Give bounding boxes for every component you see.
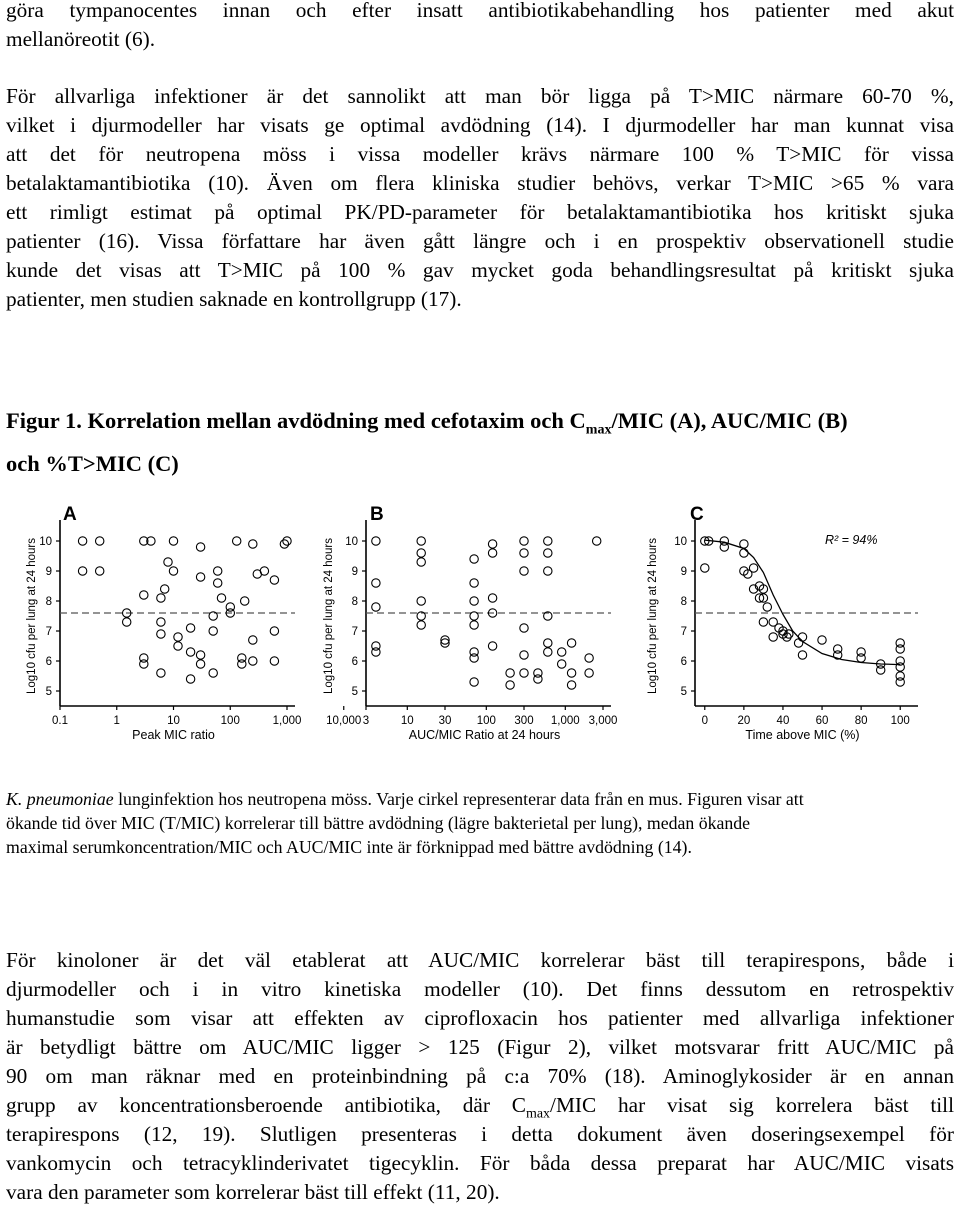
x-tick-label: 10,000: [326, 715, 362, 727]
figure-title-text: Figur 1. Korrelation mellan avdödning med cefotaxim och C: [6, 408, 586, 433]
y-tick-label: 5: [680, 686, 687, 698]
data-point: [140, 660, 148, 668]
data-point: [769, 633, 777, 641]
data-point: [506, 669, 514, 677]
data-point: [470, 555, 478, 563]
data-point: [488, 642, 496, 650]
data-point: [749, 564, 757, 572]
x-tick-label: 3,000: [588, 715, 618, 727]
x-tick-label: 300: [514, 715, 534, 727]
y-tick-label: 6: [351, 656, 358, 668]
data-point: [78, 567, 86, 575]
data-point: [249, 657, 257, 665]
data-point: [544, 648, 552, 656]
text-line: För kinoloner är det väl etablerat att AUC/MIC korrelerar bäst till terapirespons, både i: [6, 948, 954, 972]
data-point: [701, 564, 709, 572]
text-line: att det för neutropena möss i vissa modeller krävs närmare 100 % T>MIC för vissa: [6, 142, 954, 166]
data-point: [169, 567, 177, 575]
text-line: [6, 1091, 954, 1120]
panel-label: B: [370, 504, 384, 525]
data-point: [186, 624, 194, 632]
data-point: [196, 651, 204, 659]
text-line: patienter, men studien saknade en kontrollgrupp (17).: [6, 287, 462, 311]
data-point: [877, 666, 885, 674]
y-axis-label: Log10 cfu per lung at 24 hours: [323, 537, 335, 695]
data-point: [488, 549, 496, 557]
data-point: [857, 654, 865, 662]
data-point: [520, 549, 528, 557]
figure-title-text: /MIC (A), AUC/MIC (B): [611, 408, 848, 433]
caption-text: ökande tid över MIC (T/MIC) korrelerar till bättre avdödning (lägre bakterietal per lung), medan ökande: [6, 813, 751, 833]
text-line: För allvarliga infektioner är det sannolikt att man bör ligga på T>MIC närmare 60-70 %,: [6, 84, 954, 108]
data-point: [196, 660, 204, 668]
data-point: [161, 585, 169, 593]
y-tick-label: 8: [680, 596, 687, 608]
figure-title-subscript: max: [585, 422, 612, 438]
text-line: vankomycin och tetracyklinderivatet tigecyklin. För båda dessa preparat har AUC/MIC visats: [6, 1151, 954, 1175]
y-tick-label: 5: [45, 686, 52, 698]
y-tick-label: 7: [45, 626, 52, 638]
text-line: mellanöreotit (6).: [6, 27, 156, 51]
x-tick-label: 1: [113, 715, 120, 727]
y-tick-label: 5: [351, 686, 358, 698]
data-point: [896, 678, 904, 686]
data-point: [520, 624, 528, 632]
paragraph-3: [6, 946, 954, 1207]
y-tick-label: 10: [39, 536, 52, 548]
x-axis-label: AUC/MIC Ratio at 24 hours: [408, 728, 561, 742]
data-point: [238, 654, 246, 662]
x-tick-label: 100: [890, 715, 910, 727]
x-tick-label: 1,000: [550, 715, 580, 727]
data-point: [567, 639, 575, 647]
data-point: [241, 597, 249, 605]
x-tick-label: 10: [400, 715, 414, 727]
x-axis-label: Time above MIC (%): [745, 728, 860, 742]
data-point: [233, 537, 241, 545]
data-point: [558, 648, 566, 656]
paragraph-1: [6, 0, 954, 54]
y-tick-label: 9: [680, 566, 687, 578]
data-point: [567, 681, 575, 689]
paragraph-2: [6, 82, 954, 314]
data-point: [417, 549, 425, 557]
y-tick-label: 9: [351, 566, 358, 578]
data-point: [186, 675, 194, 683]
figure-title-line-2: och %T>MIC (C): [6, 450, 179, 476]
y-tick-label: 10: [674, 536, 687, 548]
x-tick-label: 0.1: [52, 715, 68, 727]
x-axis-label: Peak MIC ratio: [132, 728, 215, 742]
data-point: [593, 537, 601, 545]
data-point: [417, 621, 425, 629]
chart-panel-c: [640, 498, 940, 748]
y-tick-label: 9: [45, 566, 52, 578]
data-point: [157, 630, 165, 638]
x-tick-label: 30: [438, 715, 452, 727]
data-point: [506, 681, 514, 689]
data-point: [372, 648, 380, 656]
y-tick-label: 7: [680, 626, 687, 638]
panel-label: C: [690, 504, 704, 525]
text-line: är betydligt bättre om AUC/MIC ligger > 125 (Figur 2), vilket motsvarar fritt AUC/MIC på: [6, 1035, 954, 1059]
data-point: [372, 537, 380, 545]
data-point: [270, 657, 278, 665]
data-point: [470, 654, 478, 662]
data-point: [372, 603, 380, 611]
text-line: kunde det visas att T>MIC på 100 % gav mycket goda behandlingsresultat på kritiskt sjuka: [6, 258, 954, 282]
data-point: [209, 612, 217, 620]
data-point: [470, 621, 478, 629]
y-tick-label: 8: [45, 596, 52, 608]
text-line: djurmodeller och i in vitro kinetiska modeller (10). Det finns dessutom en retrospektiv: [6, 977, 954, 1001]
y-axis-label: Log10 cfu per lung at 24 hours: [26, 537, 38, 695]
text-line: göra tympanocentes innan och efter insatt antibiotikabehandling hos patienter med akut: [6, 0, 954, 22]
caption-text: maximal serumkoncentration/MIC och AUC/MIC inte är förknippad med bättre avdödning (14).: [6, 837, 692, 857]
data-point: [470, 678, 478, 686]
text-line: patienter (16). Vissa författare har även gått längre och i en prospektiv observationell studie: [6, 229, 954, 253]
x-tick-label: 0: [701, 715, 708, 727]
data-point: [585, 654, 593, 662]
caption-text: lunginfektion hos neutropena möss. Varje cirkel representerar data från en mus. Figuren visar att: [113, 789, 804, 809]
data-point: [558, 660, 566, 668]
data-point: [488, 594, 496, 602]
x-tick-label: 3: [362, 715, 370, 727]
data-point: [488, 540, 496, 548]
x-tick-label: 10: [167, 715, 180, 727]
chart-panel-a: [25, 498, 362, 748]
data-point: [794, 639, 802, 647]
data-point: [567, 669, 575, 677]
fit-curve: [705, 540, 900, 665]
data-point: [470, 612, 478, 620]
data-point: [798, 651, 806, 659]
data-point: [544, 567, 552, 575]
text-line: vara den parameter som korrelerar bäst till effekt (11, 20).: [6, 1180, 500, 1204]
data-point: [249, 540, 257, 548]
data-point: [140, 591, 148, 599]
data-point: [544, 639, 552, 647]
data-point: [196, 543, 204, 551]
data-point: [372, 579, 380, 587]
data-point: [417, 558, 425, 566]
text-line: vilket i djurmodeller har visats ge optimal avdödning (14). I djurmodeller har man kunnat visa: [6, 113, 954, 137]
panel-label: A: [63, 504, 77, 525]
text-subscript: max: [525, 1106, 551, 1122]
data-point: [417, 597, 425, 605]
data-point: [157, 618, 165, 626]
data-point: [585, 669, 593, 677]
data-point: [818, 636, 826, 644]
data-point: [520, 537, 528, 545]
y-tick-label: 6: [45, 656, 52, 668]
data-point: [520, 651, 528, 659]
x-tick-label: 80: [854, 715, 868, 727]
data-point: [740, 549, 748, 557]
text-line: ett rimligt estimat på optimal PK/PD-parameter för betalaktamantibiotika hos kritiskt sjuka: [6, 200, 954, 224]
r-squared-annotation: R² = 94%: [825, 533, 878, 547]
y-tick-label: 8: [351, 596, 358, 608]
data-point: [209, 627, 217, 635]
data-point: [470, 597, 478, 605]
data-point: [417, 537, 425, 545]
data-point: [798, 633, 806, 641]
data-point: [270, 576, 278, 584]
data-point: [520, 669, 528, 677]
y-axis-label: Log10 cfu per lung at 24 hours: [647, 537, 659, 695]
data-point: [209, 669, 217, 677]
text-line: betalaktamantibiotika (10). Även om flera kliniska studier behövs, verkar T>MIC >65 % vara: [6, 171, 954, 195]
data-point: [740, 540, 748, 548]
data-point: [174, 633, 182, 641]
data-point: [720, 543, 728, 551]
x-tick-label: 20: [737, 715, 751, 727]
data-point: [534, 675, 542, 683]
chart-panel-b: [320, 498, 620, 748]
y-tick-label: 10: [345, 536, 358, 548]
data-point: [96, 537, 104, 545]
text-line: terapirespons (12, 19). Slutligen presenteras i detta dokument även doseringsexempel för: [6, 1122, 954, 1146]
text-line: humanstudie som visar att effekten av ciprofloxacin hos patienter med allvarliga infektioner: [6, 1006, 954, 1030]
data-point: [520, 567, 528, 575]
data-point: [544, 537, 552, 545]
data-point: [896, 645, 904, 653]
data-point: [157, 594, 165, 602]
data-point: [470, 579, 478, 587]
x-tick-label: 100: [476, 715, 496, 727]
x-tick-label: 40: [776, 715, 790, 727]
data-point: [174, 642, 182, 650]
data-point: [763, 603, 771, 611]
y-tick-label: 7: [351, 626, 358, 638]
figure-title: [6, 404, 954, 480]
x-tick-label: 1,000: [272, 715, 302, 727]
data-point: [759, 618, 767, 626]
data-point: [270, 627, 278, 635]
data-point: [544, 549, 552, 557]
y-tick-label: 6: [680, 656, 687, 668]
data-point: [96, 567, 104, 575]
data-point: [186, 648, 194, 656]
data-point: [249, 636, 257, 644]
data-point: [260, 567, 268, 575]
x-tick-label: 60: [815, 715, 829, 727]
caption-species: K. pneumoniae: [6, 789, 114, 809]
data-point: [157, 669, 165, 677]
data-point: [78, 537, 86, 545]
text-line: 90 om man räknar med en proteinbindning på c:a 70% (18). Aminoglykosider är en annan: [6, 1064, 954, 1088]
data-point: [164, 558, 172, 566]
x-tick-label: 100: [220, 715, 240, 727]
data-point: [123, 618, 131, 626]
text-segment: /MIC har visat sig korrelera bäst till: [550, 1093, 954, 1117]
figure-caption: [6, 787, 954, 859]
text-segment: grupp av koncentrationsberoende antibiotika, där C: [6, 1093, 526, 1117]
data-point: [217, 594, 225, 602]
data-point: [214, 579, 222, 587]
data-point: [169, 537, 177, 545]
data-point: [196, 573, 204, 581]
data-point: [214, 567, 222, 575]
